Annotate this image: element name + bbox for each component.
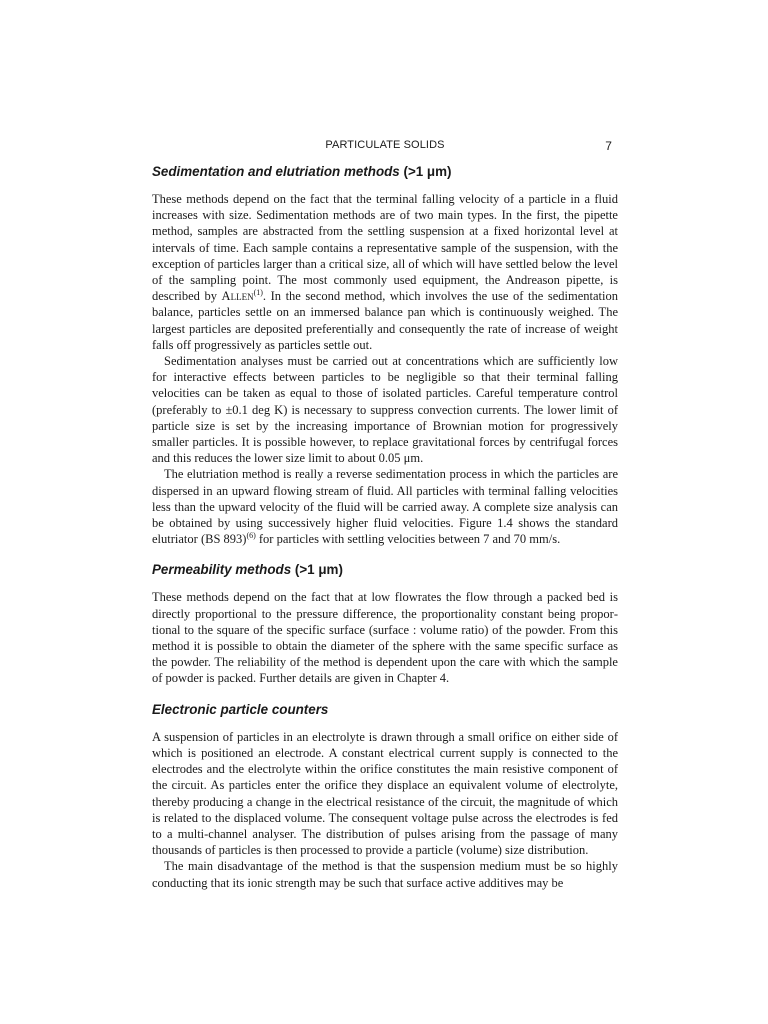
section-heading-electronic-counters — [152, 700, 618, 720]
size-range-label: (>1 μm) — [403, 164, 452, 179]
paragraph-text: The elutriation method is really a reverse sedimentation process in which the particles are dispersed in an upward flowing stream of fluid. All particles with terminal falling velocities less than the upward velocity of the fluid will be carried away. A complete size analysis can be obtained by using successively higher fluid velocities. Figure 1.4 shows the standard elutriator (BS 893) — [152, 467, 618, 547]
running-head — [152, 139, 618, 155]
paragraph-text: . In the second method, which involves the use of the sedimentation balance, particles settle on an immersed balance pan which is continuously weighed. The largest particles are deposited preferentially and consequently the rate of increase of weight falls off progressively as particles settle out. — [152, 289, 618, 352]
paragraph: These methods depend on the fact that at low flowrates the flow through a packed bed is directly proportional to the pressure difference, the proportionality constant being proportional to the square of the specific surface (surface : volume ratio) of the powder. From this method it is possible to obtain the diameter of the sphere with the same specific surface as the powder. The reliability of the method is dependent upon the care with which the sample of powder is packed. Further details are given in Chapter 4. — [152, 590, 618, 686]
page-body — [152, 162, 618, 891]
paragraph: The main disadvantage of the method is that the suspension medium must be so highly conducting that its ionic strength may be such that surface active additives may be — [152, 859, 618, 890]
paragraph-text: for particles with settling velocities between 7 and 70 mm/s. — [255, 532, 561, 547]
reference-marker: (1) — [253, 288, 263, 298]
paragraph-text: These methods depend on the fact that the terminal falling velocity of a particle in a fluid increases with size. Sedimentation methods are of two main types. In the first, the pipette method, samples are abstracted from the settling suspension at a fixed horizontal level at intervals of time. Each sample contains a representative sample of the suspension, with the exception of particles larger than a critical size, all of which will have settled below the level of the sampling point. The most commonly used equipment, the Andreason pipette, is described by — [152, 192, 618, 304]
section-heading-text: Electronic particle counters — [152, 701, 329, 717]
section-heading-permeability — [152, 560, 618, 580]
paragraph: Sedimentation analyses must be carried out at concentrations which are sufficiently low for interactive effects between particles to be negligible so that their terminal falling velocities can be taken as equal to those of isolated particles. Careful temperature control (preferably to ±0.1 deg K) is necessary to suppress convection currents. The lower limit of particle size is set by the increasing importance of Brownian motion for progressively smaller particles. It is possible however, to replace gravitational forces by centrifugal forces and this reduces the lower size limit to about 0.05 μm. — [152, 354, 618, 466]
section-heading-text: Permeability methods — [152, 562, 292, 578]
section-heading-sedimentation — [152, 162, 618, 182]
section-heading-text: Sedimentation and elutriation methods — [152, 164, 400, 179]
size-range-label: (>1 μm) — [294, 562, 343, 578]
paragraph — [152, 191, 618, 353]
reference-marker: (6) — [246, 531, 256, 541]
paragraph — [152, 466, 618, 547]
running-head-title: PARTICULATE SOLIDS — [325, 139, 445, 151]
paragraph: A suspension of particles in an electrolyte is drawn through a small orifice on either side of which is positioned an electrode. A constant electrical current supply is connected to the electrodes and the electrolyte within the orifice constitutes the main resistive component of the circuit. As particles enter the orifice they displace an equivalent volume of electrolyte, thereby producing a change in the electrical resistance of the circuit, the magnitude of which is related to the displaced volume. The consequent voltage pulse across the electrodes is fed to a multi-channel analyser. The distribution of pulses arising from the passage of many thousands of particles is then processed to provide a particle (volume) size distribution. — [152, 729, 618, 858]
page-number: 7 — [605, 139, 612, 153]
author-citation: Allen — [221, 289, 254, 304]
